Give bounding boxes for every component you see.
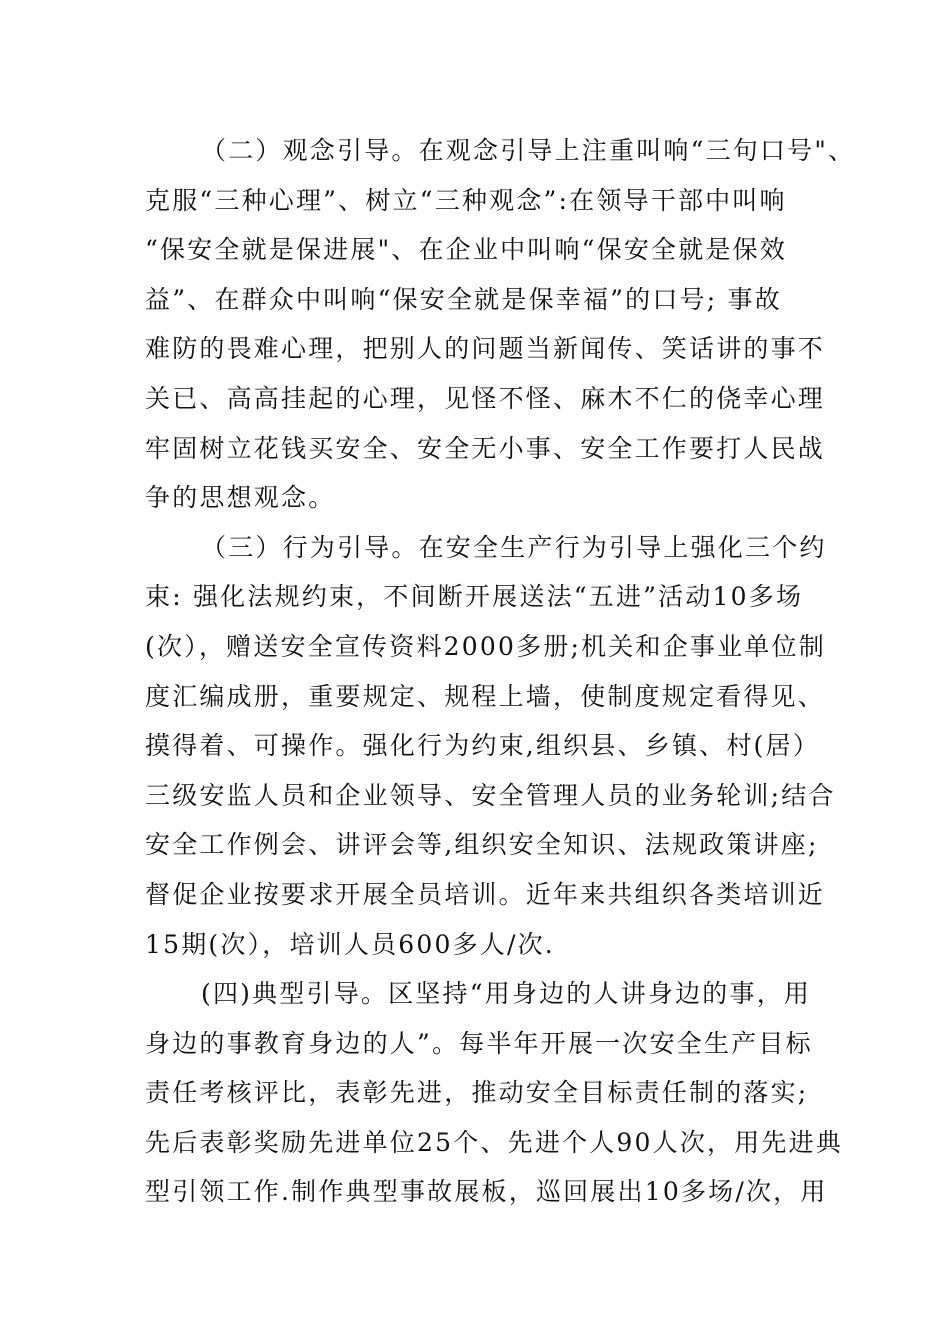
text-line: (四)典型引导。区坚持“用身边的人讲身边的事，用 — [201, 979, 812, 1009]
paragraph-1 — [145, 126, 856, 523]
text-line: 争的思想观念。 — [145, 483, 336, 513]
text-line: 三级安监人员和企业领导、安全管理人员的业务轮训;结合 — [145, 780, 836, 810]
text-line: 克服“三种心理”、树立“三种观念”:在领导干部中叫响 — [145, 185, 787, 215]
document-body — [145, 126, 856, 1217]
text-line: 度汇编成册，重要规定、规程上墙，使制度规定看得见、 — [145, 681, 826, 711]
text-line: 难防的畏难心理，把别人的问题当新闻传、笑话讲的事不 — [145, 334, 826, 364]
text-line: （二）观念引导。在观念引导上注重叫响“三句口号"、 — [201, 136, 856, 165]
text-line: （三）行为引导。在安全生产行为引导上强化三个约 — [201, 532, 827, 562]
text-line: 安全工作例会、讲评会等,组织安全知识、法规政策讲座; — [145, 830, 819, 860]
text-line: 关已、高高挂起的心理，见怪不怪、麻木不仁的侥幸心理 — [145, 383, 826, 413]
paragraph-3 — [145, 969, 844, 1217]
text-line: 身边的事教育身边的人”。每半年开展一次安全生产目标 — [145, 1028, 813, 1058]
text-line: 束: 强化法规约束，不间断开展送法“五进”活动10多场 — [145, 582, 804, 612]
text-line: 益”、在群众中叫响“保安全就是保幸福”的口号; 事故 — [145, 284, 782, 314]
text-line: 督促企业按要求开展全员培训。近年来共组织各类培训近 — [145, 879, 826, 909]
text-line: 先后表彰奖励先进单位25个、先进个人90人次，用先进典 — [145, 1127, 844, 1157]
text-line: 牢固树立花钱买安全、安全无小事、安全工作要打人民战 — [145, 433, 826, 463]
text-line: (次），赠送安全宣传资料2000多册;机关和企事业单位制 — [145, 631, 826, 661]
text-line: “保安全就是保进展"、在企业中叫响“保安全就是保效 — [145, 235, 788, 265]
text-line: 摸得着、可操作。强化行为约束,组织县、乡镇、村(居） — [145, 731, 820, 761]
paragraph-2 — [145, 523, 836, 969]
text-line: 责任考核评比，表彰先进，推动安全目标责任制的落实; — [145, 1078, 809, 1108]
text-line: 15期(次），培训人员600多人/次. — [145, 929, 555, 959]
text-line: 型引领工作.制作典型事故展板，巡回展出10多场/次，用 — [145, 1177, 828, 1207]
